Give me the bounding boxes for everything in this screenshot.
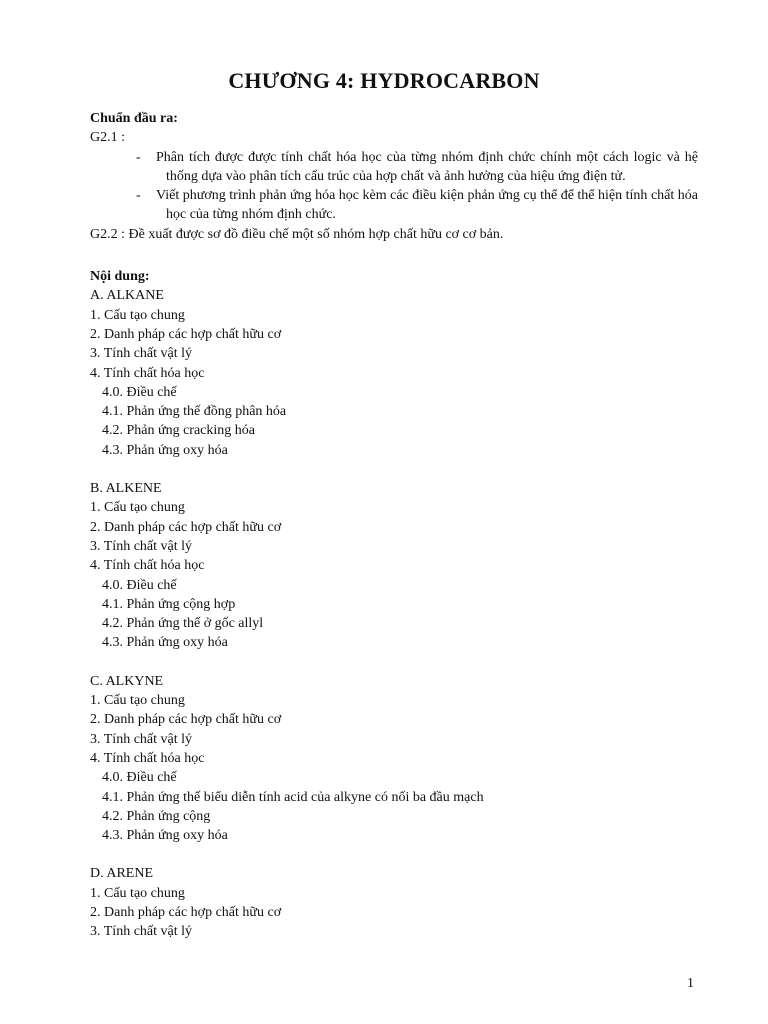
page-title: CHƯƠNG 4: HYDROCARBON [228, 68, 540, 93]
content-section [90, 286, 698, 460]
outcome-bullet-text: Phân tích được được tính chất hóa học của từng nhóm định chức chính một cách logic và hệ thống dựa vào phân tích cấu trúc của hợp chất và ảnh hưởng của hiệu ứng điện tử. [156, 149, 698, 184]
section-title: C. ALKYNE [90, 673, 164, 689]
dash-marker: - [136, 149, 141, 165]
section-item: 1. Cấu tạo chung [90, 307, 185, 323]
section-item: 3. Tính chất vật lý [90, 731, 192, 747]
subsection-item: 4.3. Phản ứng oxy hóa [102, 828, 228, 844]
section-item: 1. Cấu tạo chung [90, 693, 185, 709]
section-title: D. ARENE [90, 866, 153, 882]
section-title: B. ALKENE [90, 481, 162, 497]
dash-marker: - [136, 188, 141, 204]
subsection-item: 4.1. Phản ứng cộng hợp [102, 596, 236, 612]
section-item: 2. Danh pháp các hợp chất hữu cơ [90, 519, 282, 535]
content-section [90, 864, 698, 941]
section-item: 4. Tính chất hóa học [90, 558, 205, 574]
subsection-item: 4.0. Điều chế [102, 577, 177, 593]
subsection-item: 4.3. Phản ứng oxy hóa [102, 442, 228, 458]
subsection-item: 4.2. Phản ứng thế ở gốc allyl [102, 616, 264, 632]
outcomes-heading: Chuẩn đầu ra: [90, 111, 178, 126]
section-item: 2. Danh pháp các hợp chất hữu cơ [90, 712, 282, 728]
subsection-item: 4.2. Phản ứng cộng [102, 808, 211, 824]
subsection-item: 4.3. Phản ứng oxy hóa [102, 635, 228, 651]
outcome-bullet [90, 186, 698, 225]
subsection-item: 4.1. Phản ứng thế đồng phân hóa [102, 404, 287, 420]
document-body [90, 109, 698, 942]
section-item: 3. Tính chất vật lý [90, 924, 192, 940]
section-item: 3. Tính chất vật lý [90, 346, 192, 362]
section-title: A. ALKANE [90, 288, 164, 304]
section-item: 1. Cấu tạo chung [90, 500, 185, 516]
section-item: 1. Cấu tạo chung [90, 885, 185, 901]
subsection-item: 4.1. Phản ứng thế biểu diễn tính acid của alkyne có nối ba đầu mạch [102, 789, 484, 805]
section-item: 2. Danh pháp các hợp chất hữu cơ [90, 904, 282, 920]
section-item: 2. Danh pháp các hợp chất hữu cơ [90, 326, 282, 342]
section-item: 3. Tính chất vật lý [90, 538, 192, 554]
subsection-item: 4.0. Điều chế [102, 384, 177, 400]
page-number: 1 [687, 976, 694, 991]
outcome-g21-bullets [90, 148, 698, 225]
content-heading: Nội dung: [90, 269, 150, 285]
section-item: 4. Tính chất hóa học [90, 750, 205, 766]
content-section [90, 672, 698, 846]
outcome-bullet-text: Viết phương trình phản ứng hóa học kèm các điều kiện phản ứng cụ thể để thể hiện tính chất hóa học của từng nhóm định chức. [156, 188, 698, 223]
outcome-g21-label: G2.1 : [90, 130, 125, 146]
sections-container [90, 286, 698, 941]
content-section [90, 479, 698, 653]
outcome-bullet [90, 148, 698, 187]
subsection-item: 4.0. Điều chế [102, 770, 177, 786]
section-item: 4. Tính chất hóa học [90, 365, 205, 381]
subsection-item: 4.2. Phản ứng cracking hóa [102, 423, 255, 439]
outcome-g22: G2.2 : Đề xuất được sơ đồ điều chế một số nhóm hợp chất hữu cơ cơ bản. [90, 226, 504, 242]
